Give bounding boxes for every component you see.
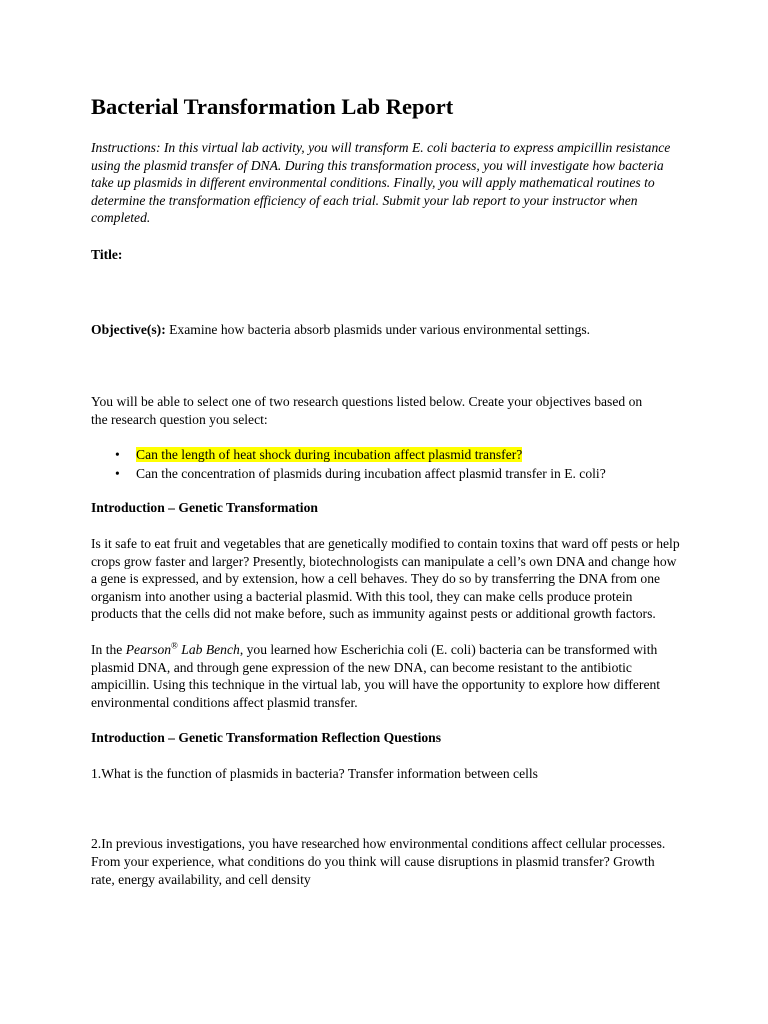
para2-prefix: In the [91,641,126,657]
bullet-icon: • [115,466,120,482]
title-field [91,246,691,264]
para2-rest: , you learned how Escherichia coli (E. coli) bacteria can be transformed with plasmid DNA, and through gene expression of the new DNA, can become resistant to the antibiotic ampicillin. Using this technique in the virtual lab, you will have the opportunity to explore how different environmental conditions affect plasmid transfer. [91,641,661,710]
reflection-heading: Introduction – Genetic Transformation Reflection Questions [91,730,442,746]
intro-paragraph-2 [91,641,661,711]
reflection-question-1: 1.What is the function of plasmids in bacteria? Transfer information between cells [91,765,538,781]
research-question: Can the concentration of plasmids during incubation affect plasmid transfer in E. coli? [136,466,606,482]
document-title: Bacterial Transformation Lab Report [91,94,454,119]
product-name: Lab Bench [177,641,240,657]
list-item [91,445,691,464]
title-label: Title: [91,246,123,262]
instructions-text: Instructions: In this virtual lab activity, you will transform E. coli bacteria to express ampicillin resistance using the plasmid transfer of DNA. During this transformation process, you will investigate how bacteria take up plasmids in different environmental conditions. Finally, you will apply mathematical routines to determine the transformation efficiency of each trial. Submit your lab report to your instructor when completed. [91,140,671,226]
intro-heading: Introduction – Genetic Transformation [91,500,318,516]
document-page [91,93,691,888]
objective-text: Examine how bacteria absorb plasmids under various environmental settings. [165,321,591,337]
intro-paragraph-1: Is it safe to eat fruit and vegetables that are genetically modified to contain toxins that ward off pests or help crops grow faster and larger? Presently, biotechnologists can manipulate a cell’s own DNA and change how a gene is expressed, and by extension, how a cell behaves. They do so by transferring the DNA from one organism into another using a bacterial plasmid. With this tool, they can make cells produce protein products that the cells did not make before, such as immunity against pests or additional growth factors. [91,535,680,622]
objective-field [91,321,691,339]
highlighted-research-question: Can the length of heat shock during incubation affect plasmid transfer? [136,447,523,463]
list-item [91,464,691,483]
research-questions-list [91,445,691,483]
objective-label: Objective(s): [91,321,166,337]
brand-name: Pearson [125,641,172,657]
bullet-icon: • [115,447,120,463]
registered-mark: ® [171,640,178,651]
research-questions-intro: You will be able to select one of two research questions listed below. Create your objectives based on the research question you select: [91,394,643,427]
reflection-question-2: 2.In previous investigations, you have researched how environmental conditions affect cellular processes. From your experience, what conditions do you think will cause disruptions in plasmid transfer? Growth rate, energy availability, and cell density [91,836,666,887]
